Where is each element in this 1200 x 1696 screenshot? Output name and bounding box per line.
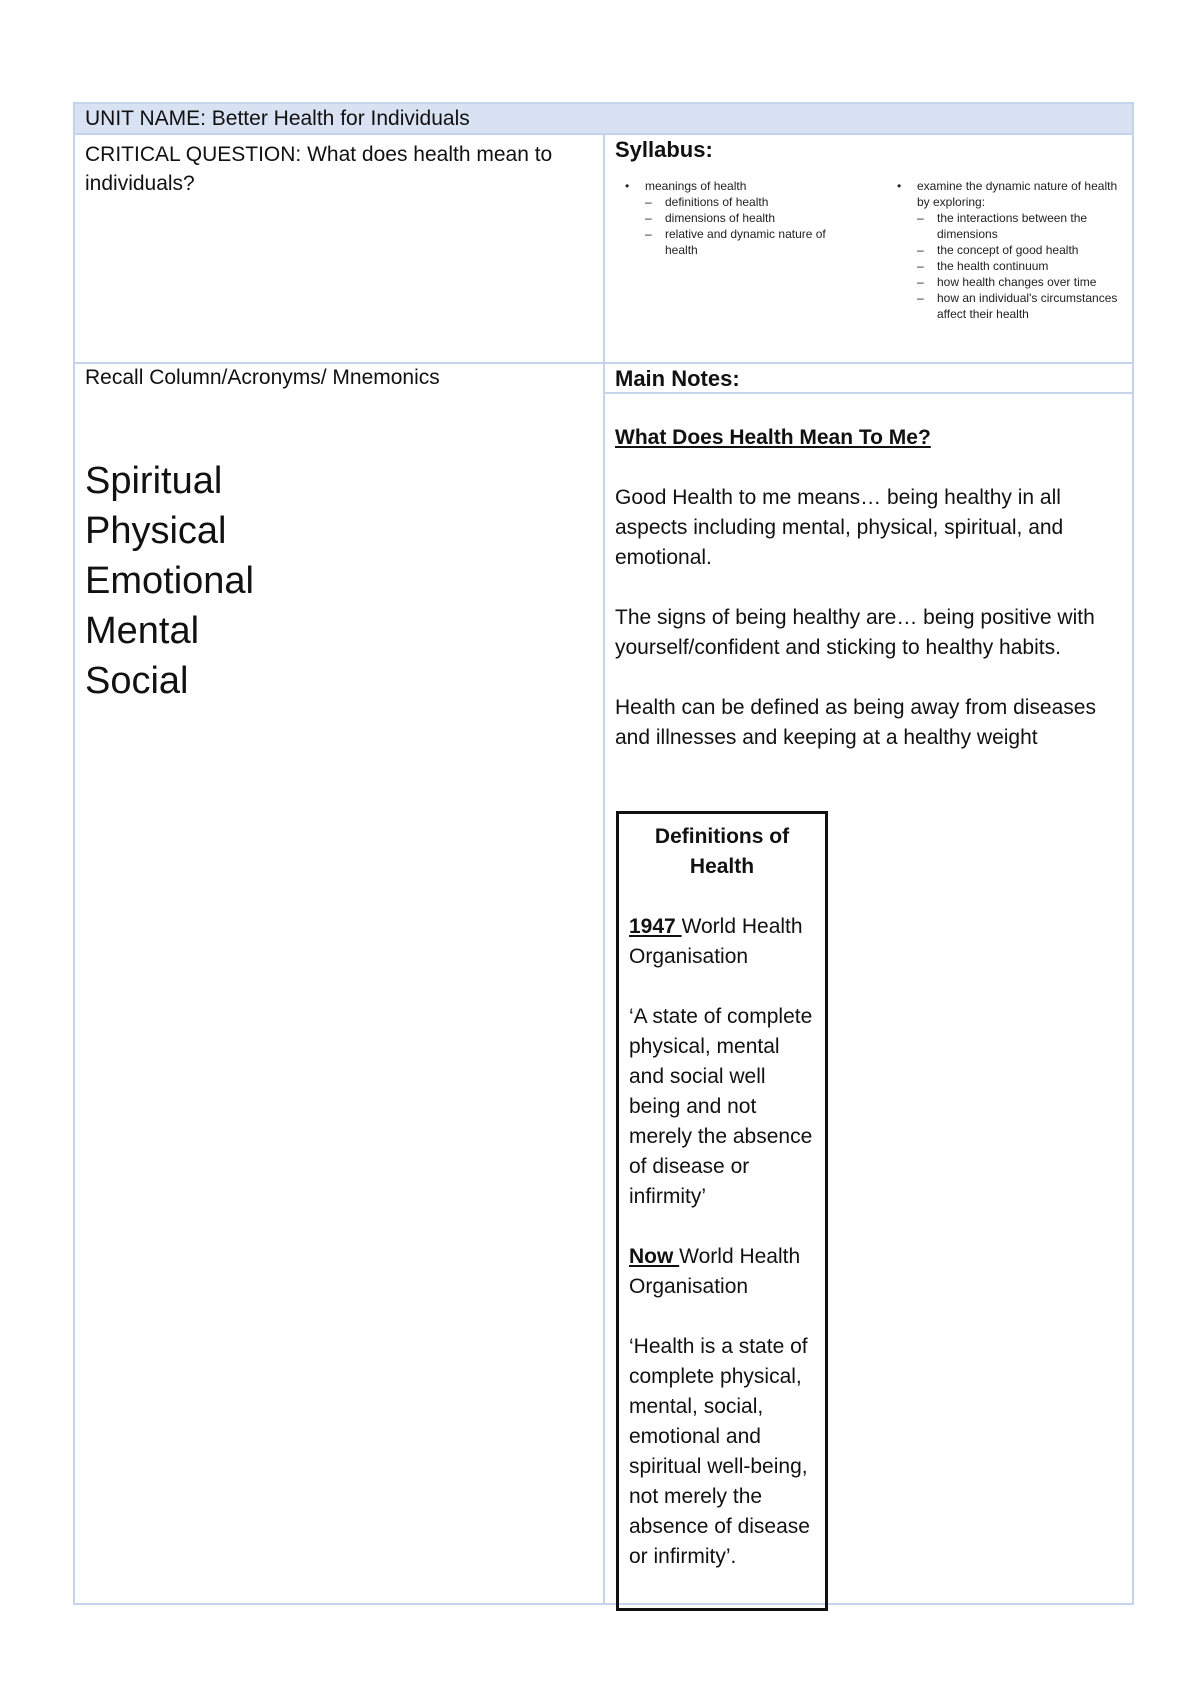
unit-name: UNIT NAME: Better Health for Individuals: [75, 104, 1132, 135]
syllabus-item: – how an individual's circumstances affect their health: [893, 290, 1133, 322]
note-table: [73, 102, 1134, 1605]
definitions-box: [616, 811, 828, 1611]
org-name: World Health Organisation: [629, 915, 803, 968]
dimension-item: Social: [85, 660, 189, 702]
year-now: Now: [629, 1245, 680, 1268]
recall-label: Recall Column/Acronyms/ Mnemonics: [85, 366, 440, 389]
syllabus-bullet: • examine the dynamic nature of health by exploring:: [893, 178, 1133, 210]
dimension-item: Emotional: [85, 560, 254, 602]
dimension-item: Spiritual: [85, 460, 223, 502]
syllabus-item: – the interactions between the dimensions: [893, 210, 1133, 242]
main-paragraph: Health can be defined as being away from diseases and illnesses and keeping at a healthy weight: [615, 696, 1096, 749]
main-notes: [615, 423, 1120, 783]
syllabus-item: – relative and dynamic nature of health: [621, 226, 861, 258]
syllabus-left: [621, 178, 861, 258]
definitions-title: Definitions of Health: [654, 825, 790, 878]
syllabus-item: – definitions of health: [621, 194, 861, 210]
main-paragraph: Good Health to me means… being healthy in all aspects including mental, physical, spiritual, and emotional.: [615, 486, 1064, 569]
syllabus-bullet: • meanings of health: [621, 178, 861, 194]
column-divider: [603, 135, 605, 1603]
syllabus-item: – the health continuum: [893, 258, 1133, 274]
dimension-item: Mental: [85, 610, 200, 652]
dimensions-list: [85, 456, 254, 706]
syllabus-label: Syllabus:: [615, 137, 713, 162]
syllabus-item: – the concept of good health: [893, 242, 1133, 258]
row-divider-2: [605, 392, 1132, 394]
main-heading: What Does Health Mean To Me?: [615, 426, 931, 449]
definition-2-source: [629, 1242, 815, 1302]
syllabus-right: [893, 178, 1133, 322]
main-notes-label: Main Notes:: [615, 366, 740, 391]
syllabus-item: – dimensions of health: [621, 210, 861, 226]
syllabus-item: – how health changes over time: [893, 274, 1133, 290]
definition-2-quote: ‘Health is a state of complete physical, mental, social, emotional and spiritual well-being, not merely the absence of disease or infirmity’.: [629, 1335, 810, 1568]
definition-1-source: [629, 912, 815, 972]
critical-question: CRITICAL QUESTION: What does health mean to individuals?: [85, 143, 553, 195]
org-name: World Health Organisation: [629, 1245, 801, 1298]
row-divider-1: [75, 362, 1132, 364]
dimension-item: Physical: [85, 510, 227, 552]
definition-1-quote: ‘A state of complete physical, mental and social well being and not merely the absence of disease or infirmity’: [629, 1005, 813, 1208]
main-paragraph: The signs of being healthy are… being positive with yourself/confident and sticking to healthy habits.: [615, 606, 1095, 659]
year-1947: 1947: [629, 915, 682, 938]
